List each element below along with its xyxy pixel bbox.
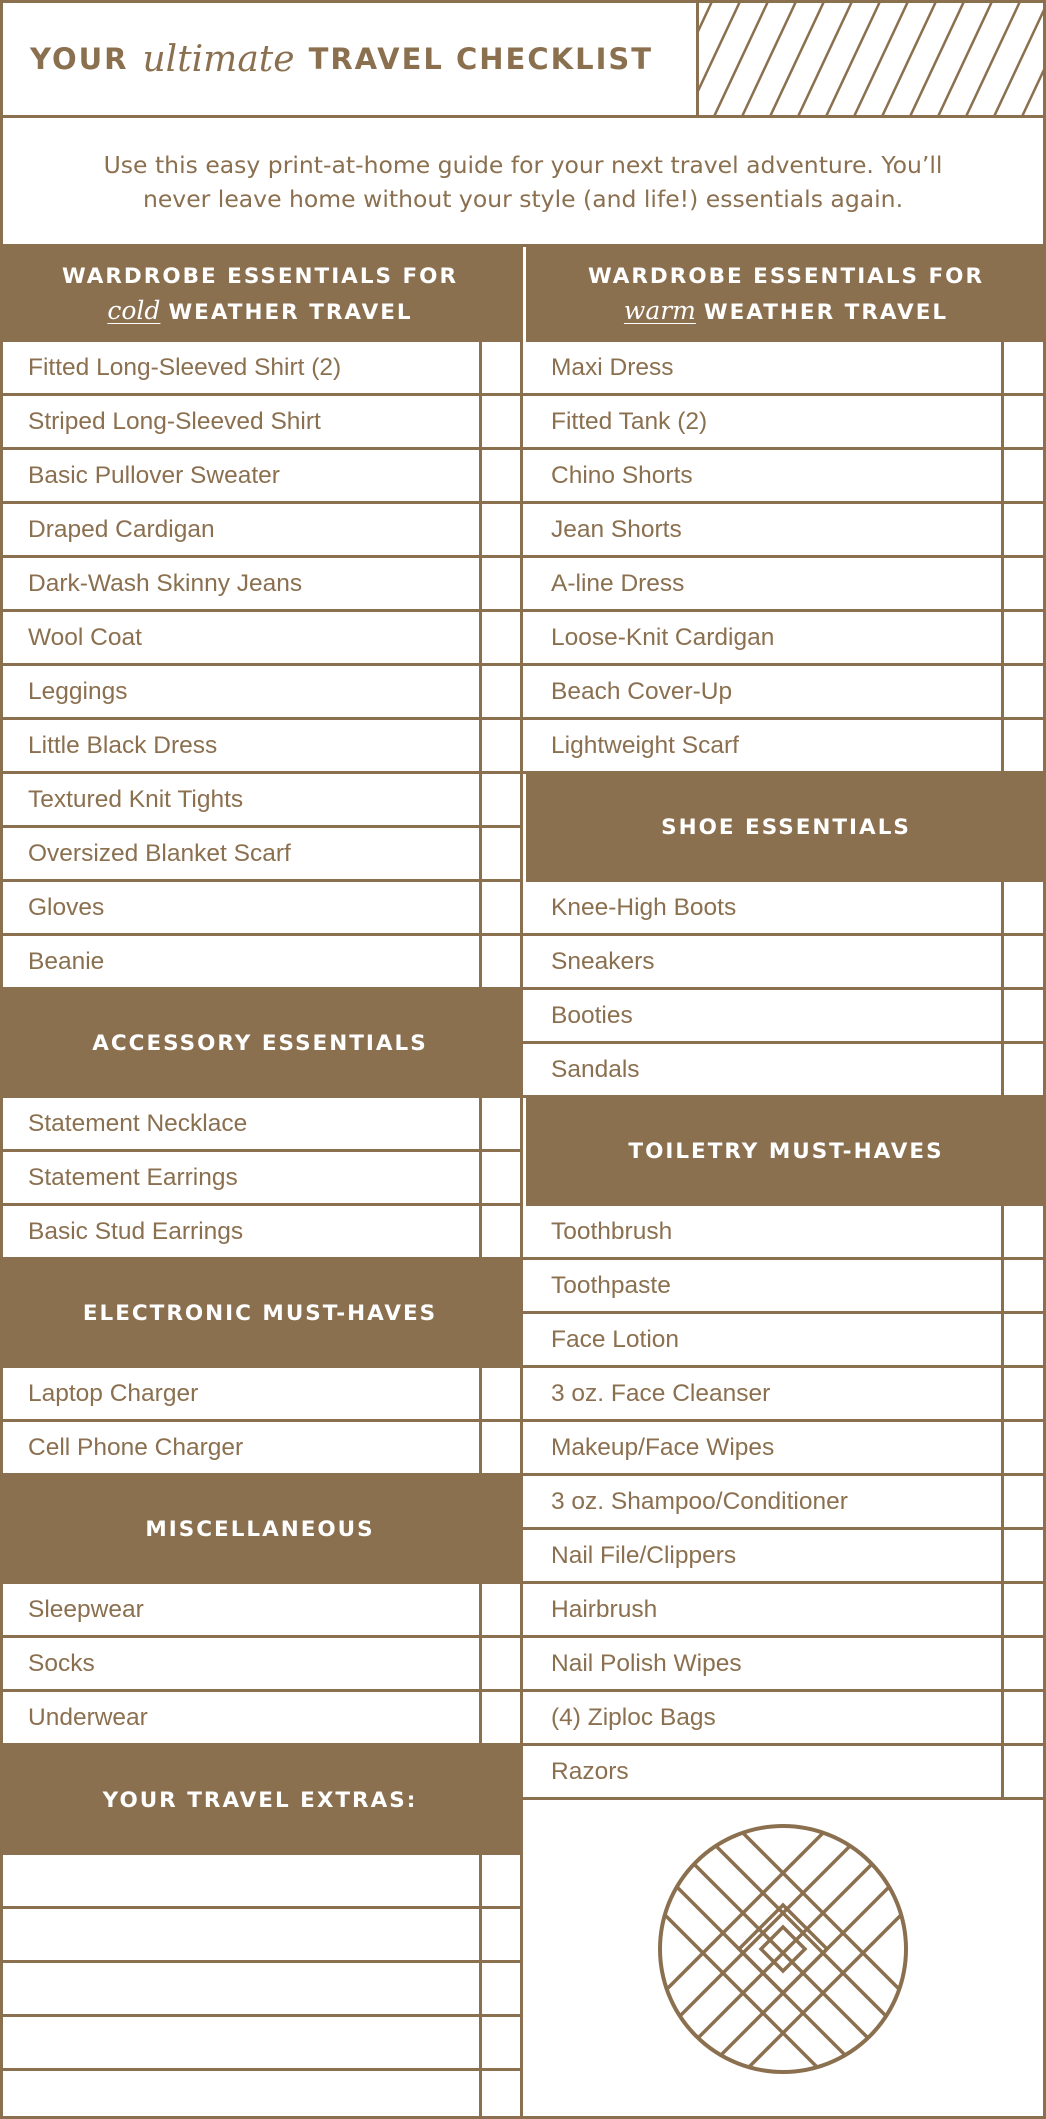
checkbox-beach-cover-up[interactable] xyxy=(1001,666,1043,717)
item-label-textured-knit-tights: Textured Knit Tights xyxy=(28,785,244,813)
accessory-essentials-header-label: ACCESSORY ESSENTIALS xyxy=(92,1031,428,1056)
miscellaneous-header xyxy=(0,1476,520,1584)
checkbox-draped-cardigan[interactable] xyxy=(479,504,520,555)
item-label-fitted-long-sleeved-shirt-2: Fitted Long-Sleeved Shirt (2) xyxy=(28,353,342,381)
miscellaneous-header-label: MISCELLANEOUS xyxy=(145,1517,375,1542)
item-label-razors: Razors xyxy=(551,1757,629,1785)
checkbox-4-ziploc-bags[interactable] xyxy=(1001,1692,1043,1743)
warm-script-word: warm xyxy=(623,295,696,325)
checkbox-jean-shorts[interactable] xyxy=(1001,504,1043,555)
checkbox-wool-coat[interactable] xyxy=(479,612,520,663)
shoe-essentials-header xyxy=(526,774,1046,882)
checklist-row xyxy=(523,612,1043,666)
item-label-fitted-tank-2: Fitted Tank (2) xyxy=(551,407,708,435)
warm-weather-header xyxy=(526,247,1046,342)
checkbox-blank[interactable] xyxy=(479,1909,520,1960)
checklist-row xyxy=(523,882,1043,936)
checklist-row xyxy=(523,342,1043,396)
title-after: TRAVEL CHECKLIST xyxy=(308,42,654,76)
checklist-row xyxy=(0,2017,520,2071)
toiletry-must-haves-header xyxy=(526,1098,1046,1206)
checkbox-3-oz-face-cleanser[interactable] xyxy=(1001,1368,1043,1419)
checkbox-fitted-long-sleeved-shirt-2[interactable] xyxy=(479,342,520,393)
item-label-basic-pullover-sweater: Basic Pullover Sweater xyxy=(28,461,280,489)
checklist-row xyxy=(0,1152,520,1206)
checklist-row xyxy=(523,1044,1043,1098)
item-label-chino-shorts: Chino Shorts xyxy=(551,461,693,489)
item-label-nail-file-clippers: Nail File/Clippers xyxy=(551,1541,737,1569)
page-title xyxy=(30,0,653,118)
checklist-row xyxy=(523,396,1043,450)
item-label-makeup-face-wipes: Makeup/Face Wipes xyxy=(551,1433,775,1461)
item-label-dark-wash-skinny-jeans: Dark-Wash Skinny Jeans xyxy=(28,569,303,597)
checklist-row xyxy=(523,1746,1043,1800)
checkbox-leggings[interactable] xyxy=(479,666,520,717)
item-label-oversized-blanket-scarf: Oversized Blanket Scarf xyxy=(28,839,291,867)
checkbox-chino-shorts[interactable] xyxy=(1001,450,1043,501)
checkbox-blank[interactable] xyxy=(479,1855,520,1906)
checklist-row xyxy=(523,1476,1043,1530)
item-label-3-oz-face-cleanser: 3 oz. Face Cleanser xyxy=(551,1379,771,1407)
checkbox-socks[interactable] xyxy=(479,1638,520,1689)
item-label-toothpaste: Toothpaste xyxy=(551,1271,671,1299)
checkbox-makeup-face-wipes[interactable] xyxy=(1001,1422,1043,1473)
checklist-row xyxy=(523,666,1043,720)
checkbox-gloves[interactable] xyxy=(479,882,520,933)
title-rule xyxy=(0,115,1046,118)
checklist-row xyxy=(523,1584,1043,1638)
checkbox-basic-stud-earrings[interactable] xyxy=(479,1206,520,1257)
checklist-row xyxy=(523,1260,1043,1314)
checklist-row xyxy=(523,1314,1043,1368)
item-label-3-oz-shampoo-conditioner: 3 oz. Shampoo/Conditioner xyxy=(551,1487,848,1515)
intro-rule xyxy=(0,244,1046,247)
checkbox-beanie[interactable] xyxy=(479,936,520,987)
title-script-word: ultimate xyxy=(142,38,295,80)
checkbox-striped-long-sleeved-shirt[interactable] xyxy=(479,396,520,447)
checklist-row xyxy=(523,558,1043,612)
item-label-maxi-dress: Maxi Dress xyxy=(551,353,674,381)
item-label-nail-polish-wipes: Nail Polish Wipes xyxy=(551,1649,742,1677)
checkbox-laptop-charger[interactable] xyxy=(479,1368,520,1419)
cold-script-word: cold xyxy=(107,295,161,325)
item-label-statement-earrings: Statement Earrings xyxy=(28,1163,238,1191)
checklist-row xyxy=(0,504,520,558)
item-label-draped-cardigan: Draped Cardigan xyxy=(28,515,215,543)
warm-header-line-1: WARDROBE ESSENTIALS FOR xyxy=(587,263,985,289)
checkbox-textured-knit-tights[interactable] xyxy=(479,774,520,825)
circle-lattice-logo-icon xyxy=(657,1823,909,2075)
checklist-row xyxy=(0,774,520,828)
intro-line-1: Use this easy print-at-home guide for your next travel adventure. You’ll xyxy=(103,151,943,179)
checklist-row xyxy=(523,1638,1043,1692)
item-label-beach-cover-up: Beach Cover-Up xyxy=(551,677,733,705)
checkbox-loose-knit-cardigan[interactable] xyxy=(1001,612,1043,663)
item-label-beanie: Beanie xyxy=(28,947,105,975)
checkbox-oversized-blanket-scarf[interactable] xyxy=(479,828,520,879)
warm-header-line-2: WEATHER TRAVEL xyxy=(703,299,949,325)
item-label-laptop-charger: Laptop Charger xyxy=(28,1379,199,1407)
checkbox-sneakers[interactable] xyxy=(1001,936,1043,987)
title-before: YOUR xyxy=(30,42,129,76)
checkbox-basic-pullover-sweater[interactable] xyxy=(479,450,520,501)
item-label-booties: Booties xyxy=(551,1001,633,1029)
checkbox-razors[interactable] xyxy=(1001,1746,1043,1797)
checkbox-blank[interactable] xyxy=(479,2071,520,2116)
checkbox-booties[interactable] xyxy=(1001,990,1043,1041)
checkbox-statement-necklace[interactable] xyxy=(479,1098,520,1149)
checkbox-maxi-dress[interactable] xyxy=(1001,342,1043,393)
checklist-row xyxy=(0,1692,520,1746)
item-label-cell-phone-charger: Cell Phone Charger xyxy=(28,1433,244,1461)
checklist-row xyxy=(523,504,1043,558)
checkbox-fitted-tank-2[interactable] xyxy=(1001,396,1043,447)
checkbox-statement-earrings[interactable] xyxy=(479,1152,520,1203)
checklist-row xyxy=(0,1909,520,1963)
item-label-4-ziploc-bags: (4) Ziploc Bags xyxy=(551,1703,716,1731)
item-label-face-lotion: Face Lotion xyxy=(551,1325,680,1353)
checklist-row xyxy=(523,1206,1043,1260)
travel-extras-header-label: YOUR TRAVEL EXTRAS: xyxy=(102,1787,418,1813)
checklist-row xyxy=(0,450,520,504)
checklist-row xyxy=(0,396,520,450)
item-label-lightweight-scarf: Lightweight Scarf xyxy=(551,731,739,759)
item-label-sleepwear: Sleepwear xyxy=(28,1595,144,1623)
checklist-row xyxy=(0,936,520,990)
checklist-row xyxy=(0,1638,520,1692)
checklist-row xyxy=(0,666,520,720)
checklist-row xyxy=(0,1855,520,1909)
item-label-toothbrush: Toothbrush xyxy=(551,1217,673,1245)
checkbox-blank[interactable] xyxy=(479,1963,520,2014)
electronic-must-haves-header-label: ELECTRONIC MUST-HAVES xyxy=(82,1301,438,1326)
checklist-row xyxy=(0,1963,520,2017)
checkbox-cell-phone-charger[interactable] xyxy=(479,1422,520,1473)
toiletry-must-haves-header-label: TOILETRY MUST-HAVES xyxy=(628,1139,944,1164)
cold-header-line-2: WEATHER TRAVEL xyxy=(168,299,413,325)
accessory-essentials-header xyxy=(0,990,520,1098)
item-label-little-black-dress: Little Black Dress xyxy=(28,731,218,759)
checklist-row xyxy=(0,1368,520,1422)
item-label-a-line-dress: A-line Dress xyxy=(551,569,685,597)
checkbox-face-lotion[interactable] xyxy=(1001,1314,1043,1365)
checkbox-sandals[interactable] xyxy=(1001,1044,1043,1095)
checkbox-3-oz-shampoo-conditioner[interactable] xyxy=(1001,1476,1043,1527)
item-label-wool-coat: Wool Coat xyxy=(28,623,142,651)
checkbox-knee-high-boots[interactable] xyxy=(1001,882,1043,933)
checklist-row xyxy=(523,1368,1043,1422)
travel-extras-header xyxy=(0,1746,520,1855)
shoe-essentials-header-label: SHOE ESSENTIALS xyxy=(661,815,911,840)
item-label-basic-stud-earrings: Basic Stud Earrings xyxy=(28,1217,244,1245)
checklist-row xyxy=(523,990,1043,1044)
checklist-row xyxy=(0,342,520,396)
item-label-jean-shorts: Jean Shorts xyxy=(551,515,682,543)
checklist-row xyxy=(0,1098,520,1152)
checklist-row xyxy=(523,1422,1043,1476)
checklist-row xyxy=(0,828,520,882)
checklist-row xyxy=(0,558,520,612)
checklist-row xyxy=(0,1422,520,1476)
checklist-row xyxy=(0,612,520,666)
checkbox-nail-file-clippers[interactable] xyxy=(1001,1530,1043,1581)
item-label-underwear: Underwear xyxy=(28,1703,148,1731)
item-label-striped-long-sleeved-shirt: Striped Long-Sleeved Shirt xyxy=(28,407,321,435)
electronic-must-haves-header xyxy=(0,1260,520,1368)
checkbox-sleepwear[interactable] xyxy=(479,1584,520,1635)
checklist-row xyxy=(0,1206,520,1260)
checklist-row xyxy=(523,1692,1043,1746)
checkbox-nail-polish-wipes[interactable] xyxy=(1001,1638,1043,1689)
checkbox-little-black-dress[interactable] xyxy=(479,720,520,771)
checklist-row xyxy=(0,720,520,774)
title-divider xyxy=(696,0,699,118)
diagonal-stripes-icon xyxy=(699,3,1043,116)
checklist-row xyxy=(0,1584,520,1638)
checkbox-hairbrush[interactable] xyxy=(1001,1584,1043,1635)
cold-weather-header xyxy=(0,247,520,342)
checkbox-blank[interactable] xyxy=(479,2017,520,2068)
cold-header-line-1: WARDROBE ESSENTIALS FOR xyxy=(61,263,459,289)
checklist-row xyxy=(0,2071,520,2119)
checkbox-lightweight-scarf[interactable] xyxy=(1001,720,1043,771)
checklist-row xyxy=(523,450,1043,504)
checkbox-toothbrush[interactable] xyxy=(1001,1206,1043,1257)
checklist-row xyxy=(523,720,1043,774)
intro-line-2: never leave home without your style (and life!) essentials again. xyxy=(142,185,904,213)
item-label-loose-knit-cardigan: Loose-Knit Cardigan xyxy=(551,623,775,651)
checklist-row xyxy=(523,936,1043,990)
checklist-row xyxy=(523,1530,1043,1584)
checkbox-underwear[interactable] xyxy=(479,1692,520,1743)
item-label-statement-necklace: Statement Necklace xyxy=(28,1109,248,1137)
checkbox-toothpaste[interactable] xyxy=(1001,1260,1043,1311)
item-label-sneakers: Sneakers xyxy=(551,947,655,975)
intro-text xyxy=(60,120,986,244)
item-label-hairbrush: Hairbrush xyxy=(551,1595,658,1623)
item-label-gloves: Gloves xyxy=(28,893,105,921)
checkbox-dark-wash-skinny-jeans[interactable] xyxy=(479,558,520,609)
item-label-leggings: Leggings xyxy=(28,677,128,705)
item-label-knee-high-boots: Knee-High Boots xyxy=(551,893,737,921)
checklist-row xyxy=(0,882,520,936)
checkbox-a-line-dress[interactable] xyxy=(1001,558,1043,609)
item-label-socks: Socks xyxy=(28,1649,95,1677)
item-label-sandals: Sandals xyxy=(551,1055,640,1083)
